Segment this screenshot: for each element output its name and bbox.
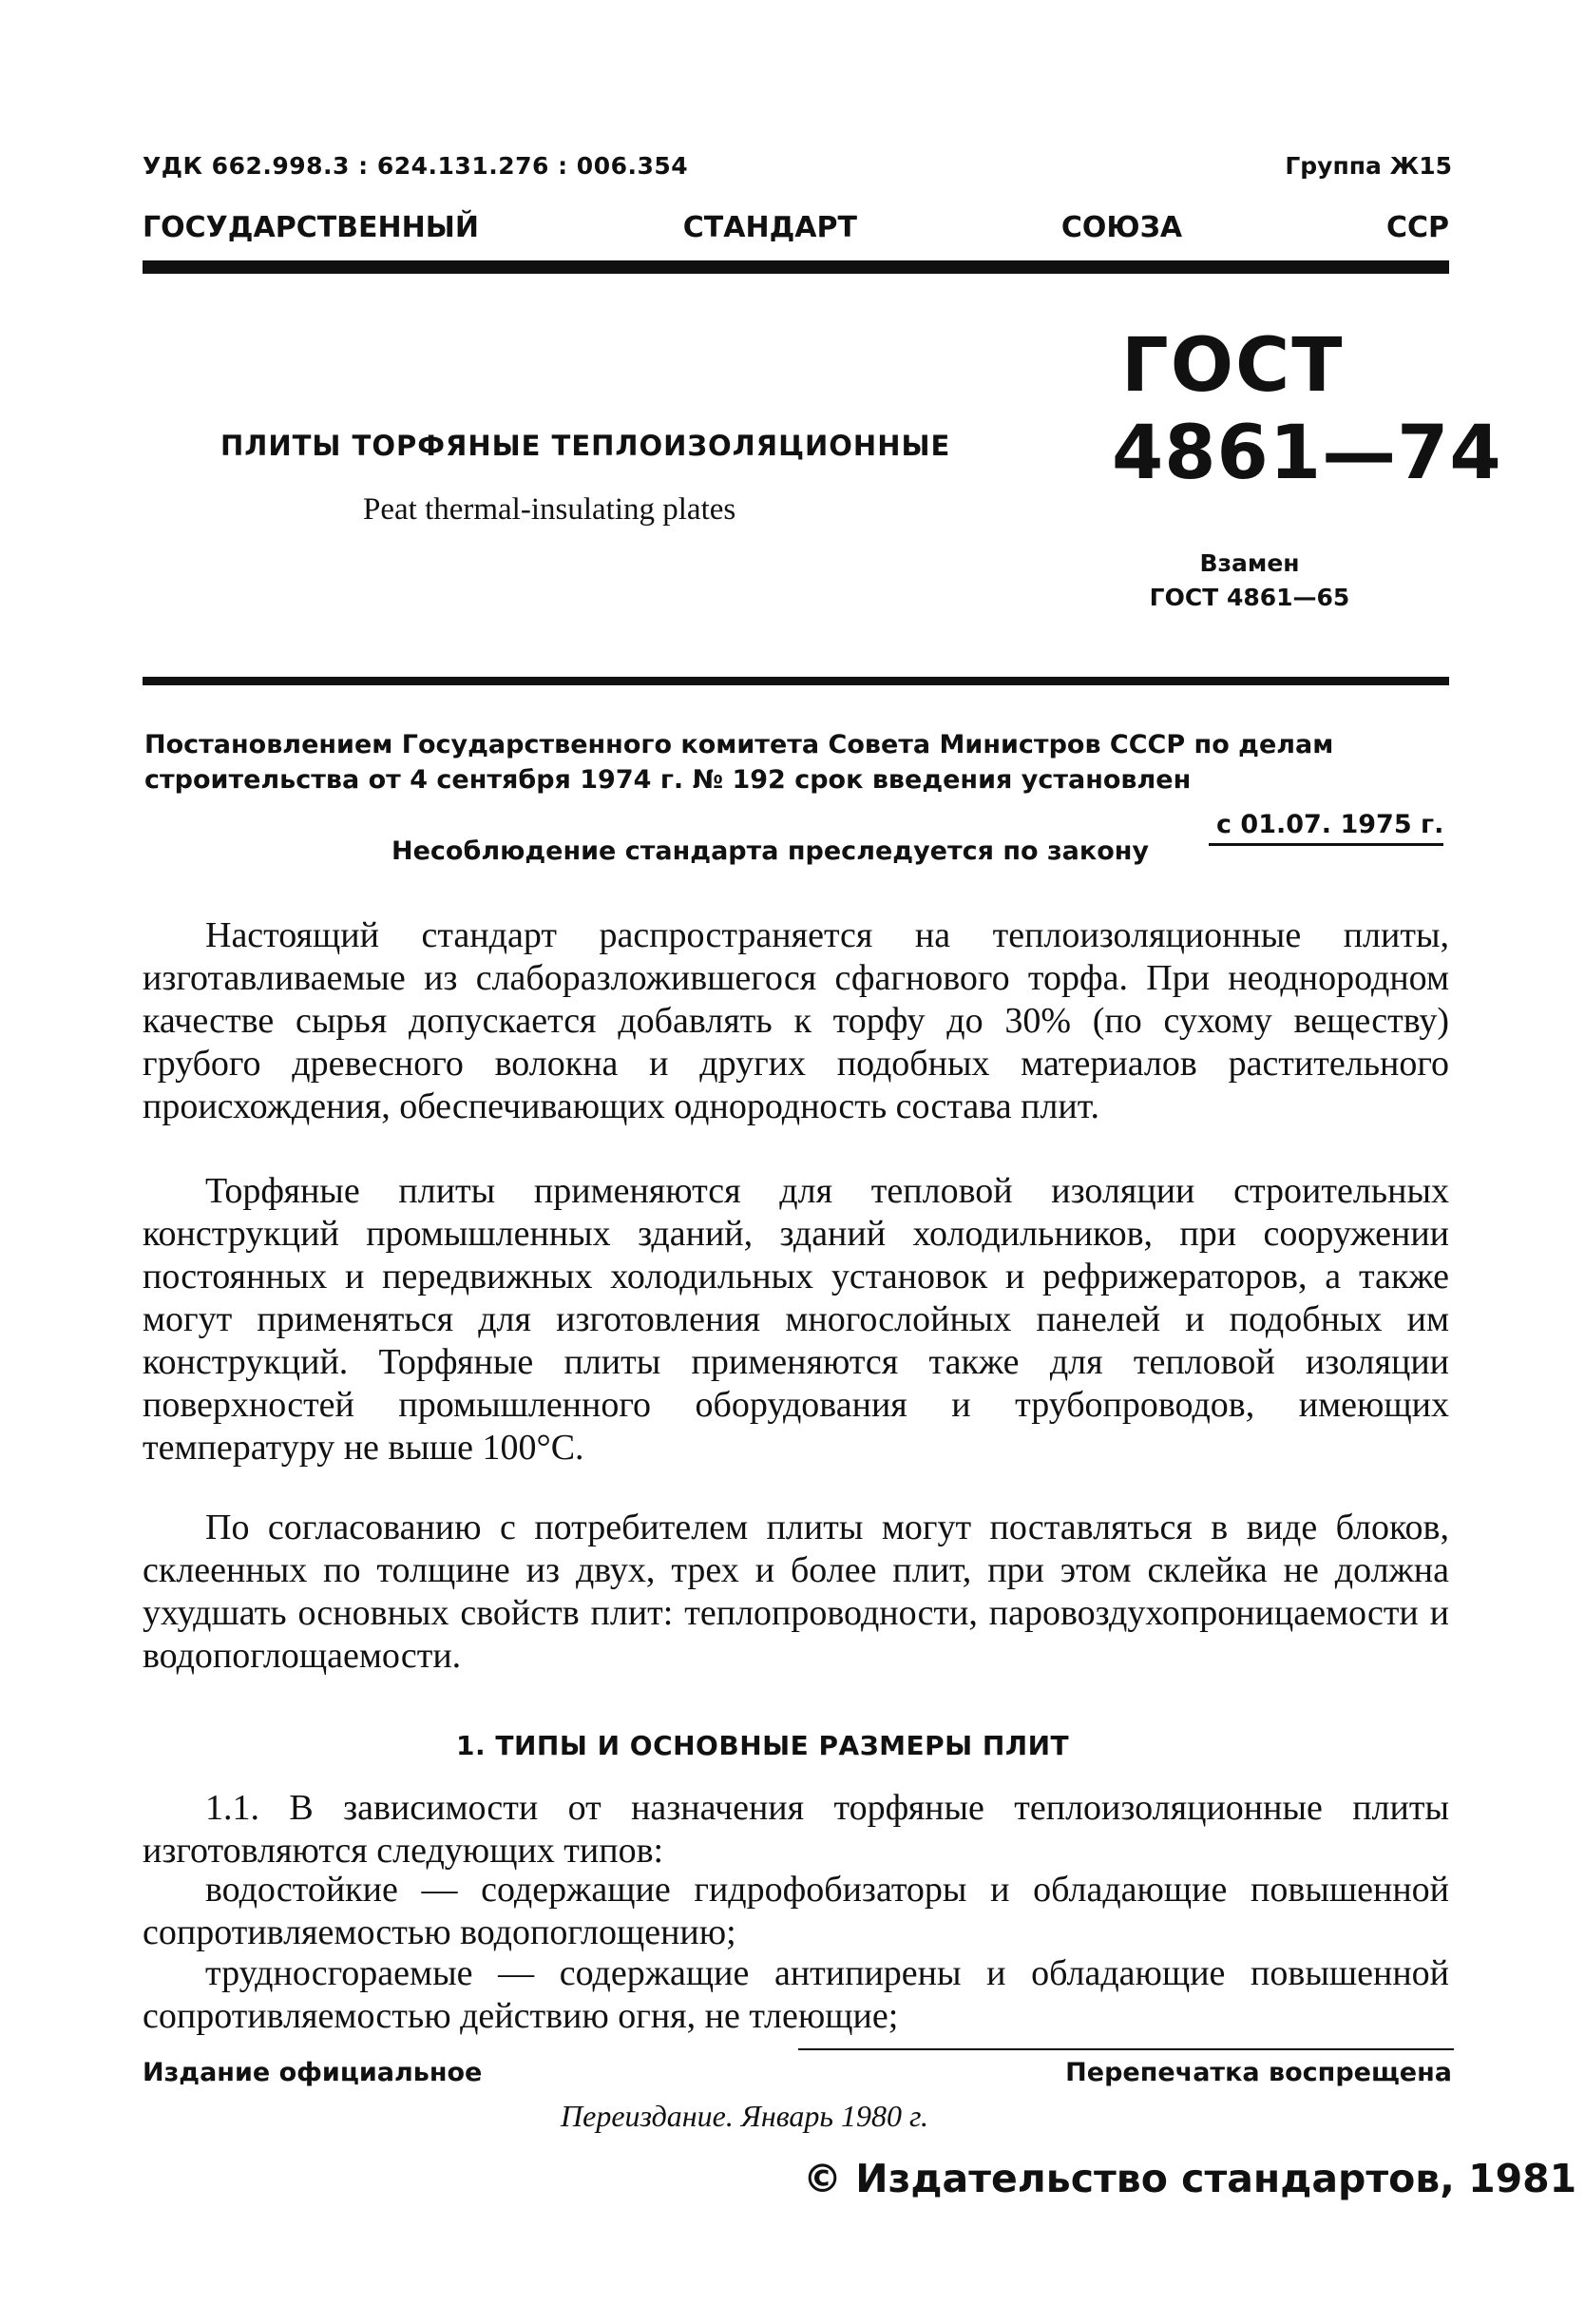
replaces-label: Взамен	[1199, 549, 1300, 577]
gost-number: 4861—74	[1112, 411, 1502, 496]
intro-paragraph: По согласованию с потребителем плиты могут поставляться в виде блоков, склеенных по толщине из двух, трех и более плит, при этом склейка не должна ухудшать основных свойств плит: теплопроводности, паровоздухопроницаемости и водопоглощаемости.	[143, 1508, 1449, 1677]
reissue-note: Переиздание. Январь 1980 г.	[561, 2099, 929, 2133]
gost-label: ГОСТ	[1121, 323, 1345, 409]
copyright: © Издательство стандартов, 1981	[803, 2156, 1577, 2201]
resolution-text: Постановлением Государственного комитета Совета Министров СССР по делам строительства от 4 сентября 1974 г. № 192 срок введения установлен	[144, 730, 1334, 796]
standard-group: Группа Ж15	[1285, 152, 1452, 180]
reprint-notice: Перепечатка воспрещена	[1065, 2058, 1452, 2087]
intro-paragraph: Настоящий стандарт распространяется на теплоизоляционные плиты, изготавливаемые из слаборазложившегося сфагнового торфа. При неоднородном качестве сырья допускается добавлять к торфу до 30% (по сухому веществу) грубого древесного волокна и других подобных материалов растительного происхождения, обеспечивающих однородность состава плит.	[143, 915, 1449, 1127]
banner-word: СОЮЗА	[1060, 211, 1183, 244]
udc-code: УДК 662.998.3 : 624.131.276 : 006.354	[143, 152, 689, 180]
section-paragraph: водостойкие — содержащие гидрофобизаторы и обладающие повышенной сопротивляемостью водопоглощению;	[143, 1870, 1449, 1953]
section-paragraph: 1.1. В зависимости от назначения торфяные теплоизоляционные плиты изготовляются следующих типов:	[143, 1788, 1449, 1872]
document-title-ru: ПЛИТЫ ТОРФЯНЫЕ ТЕПЛОИЗОЛЯЦИОННЫЕ	[220, 430, 951, 462]
banner-word: ССР	[1385, 211, 1449, 244]
intro-paragraph: Торфяные плиты применяются для тепловой изоляции строительных конструкций промышленных зданий, зданий холодильников, при сооружении постоянных и передвижных холодильных установок и рефрижераторов, а также могут применяться для изготовления многослойных панелей и подобных им конструкций. Торфяные плиты применяются также для тепловой изоляции поверхностей промышленного оборудования и трубопроводов, имеющих температуру не выше 100°С.	[143, 1171, 1449, 1469]
banner-word: ГОСУДАРСТВЕННЫЙ	[143, 211, 479, 244]
header-rule	[143, 260, 1449, 274]
banner-word: СТАНДАРТ	[682, 211, 857, 244]
effective-date: с 01.07. 1975 г.	[1209, 810, 1443, 846]
replaces-gost: ГОСТ 4861—65	[1149, 584, 1350, 612]
title-rule	[143, 677, 1449, 685]
replaces-block	[1093, 547, 1406, 616]
document-title-en: Peat thermal-insulating plates	[363, 492, 736, 527]
section-paragraph: трудносгораемые — содержащие антипирены и обладающие повышенной сопротивляемостью действию огня, не тлеющие;	[143, 1953, 1449, 2037]
footer-rule	[798, 2048, 1454, 2050]
state-standard-banner	[143, 211, 1449, 244]
section-title: 1. ТИПЫ И ОСНОВНЫЕ РАЗМЕРЫ ПЛИТ	[456, 1730, 1070, 1761]
law-notice: Несоблюдение стандарта преследуется по закону	[391, 836, 1150, 866]
official-edition: Издание официальное	[143, 2058, 483, 2087]
